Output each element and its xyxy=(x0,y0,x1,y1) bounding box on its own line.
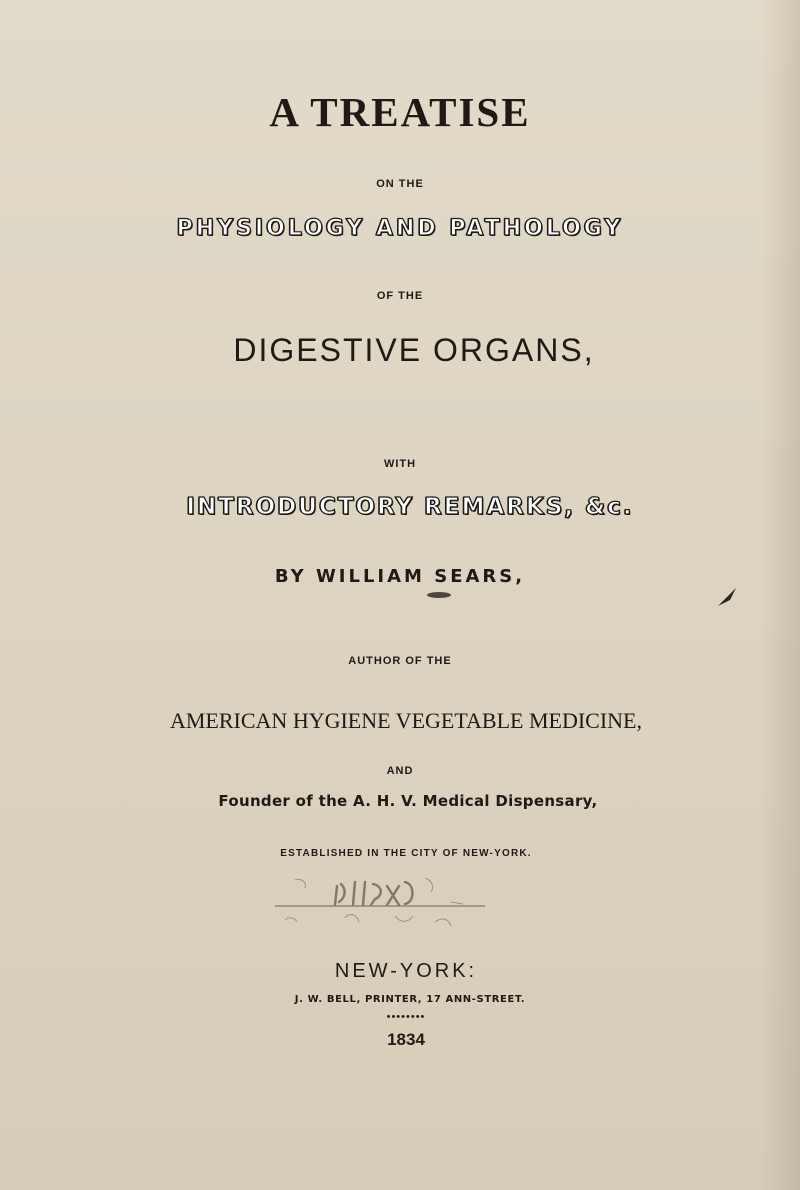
organs-heading: DIGESTIVE ORGANS, xyxy=(233,332,595,368)
founder-line: Founder of the A. H. V. Medical Dispensary, xyxy=(218,792,598,810)
remarks-heading: INTRODUCTORY REMARKS, &c. xyxy=(186,494,634,520)
on-the-line: ON THE xyxy=(376,178,424,190)
ink-speck-mark xyxy=(716,586,738,608)
with-line: WITH xyxy=(383,458,417,470)
imprint-separator: •••••••• xyxy=(386,1011,426,1023)
publication-year: 1834 xyxy=(387,1030,425,1049)
established-line: ESTABLISHED IN THE CITY OF NEW-YORK. xyxy=(280,848,532,859)
printer-imprint: J. W. BELL, PRINTER, 17 ANN-STREET. xyxy=(294,994,526,1005)
subject-heading: PHYSIOLOGY AND PATHOLOGY xyxy=(176,216,624,241)
previous-work-title: AMERICAN HYGIENE VEGETABLE MEDICINE, xyxy=(169,708,642,733)
library-stamp-mark xyxy=(275,872,485,932)
book-title: A TREATISE xyxy=(269,89,531,135)
and-line: AND xyxy=(386,765,414,777)
of-the-line: OF THE xyxy=(376,290,424,302)
ink-smudge-mark xyxy=(424,590,454,600)
author-of-line: AUTHOR OF THE xyxy=(348,655,452,667)
author-byline: BY WILLIAM SEARS, xyxy=(274,566,526,587)
place-of-publication: NEW-YORK: xyxy=(334,960,478,982)
